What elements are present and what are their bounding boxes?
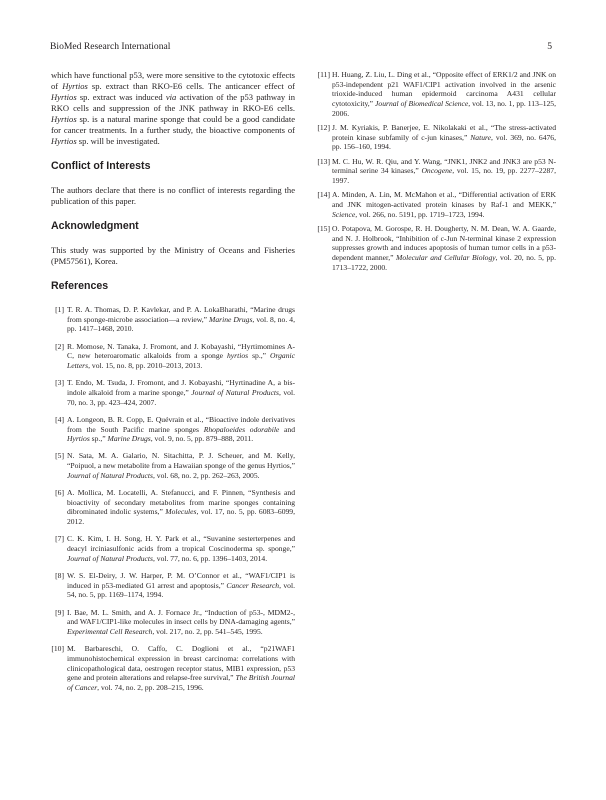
italic-run: Journal of Natural Products bbox=[67, 470, 153, 480]
text-run: A. Minden, A. Lin, M. McMahon et al., “Differential activation of ERK and JNK mitogen-activated protein kinases by Raf-1 and MEKK,” bbox=[332, 190, 556, 209]
reference-item bbox=[51, 451, 295, 480]
reference-list-left bbox=[51, 305, 295, 693]
reference-item bbox=[51, 415, 295, 444]
reference-number: [4] bbox=[55, 414, 64, 424]
text-run: N. Sata, M. A. Galario, N. Sitachitta, P. J. Scheuer, and M. Kelly, “Poipuol, a new metabolite from a Hawaiian sponge of the genus Hyrtios,” bbox=[67, 451, 295, 471]
text-run: , vol. 17, no. 5, pp. 6083–6099, 2012. bbox=[67, 507, 295, 527]
text-run: sp.,” bbox=[248, 351, 270, 361]
reference-item bbox=[51, 571, 295, 600]
acknowledgment-text: This study was supported by the Ministry of Oceans and Fisheries (PM57561), Korea. bbox=[51, 245, 295, 266]
reference-item bbox=[312, 157, 556, 186]
reference-number: [1] bbox=[55, 305, 64, 314]
reference-number: [3] bbox=[55, 378, 64, 388]
text-run: , vol. 77, no. 6, pp. 1396–1403, 2014. bbox=[153, 553, 268, 563]
italic-run: Journal of Biomedical Science bbox=[375, 99, 469, 109]
page-header bbox=[50, 41, 552, 55]
text-run: O. Potapova, M. Gorospe, R. H. Dougherty, N. M. Dean, W. A. Gaarde, and N. J. Holbrook, “Inhibition of c-Jun N-terminal kinase 2 expression suppresses growth and induces apoptosis of human tumor cells in a p53-dependent manner,” bbox=[332, 223, 556, 262]
reference-item bbox=[51, 488, 295, 527]
italic-run: Experimental Cell Research bbox=[67, 626, 153, 636]
left-column bbox=[51, 70, 295, 700]
text-run: sp. extract was induced bbox=[76, 92, 166, 102]
italic-run: Journal of Natural Products bbox=[67, 553, 153, 563]
italic-run: Hyrtios bbox=[67, 434, 90, 444]
reference-item bbox=[51, 305, 295, 334]
reference-item bbox=[312, 70, 556, 119]
text-run: , vol. 20, no. 5, pp. 1713–1722, 2000. bbox=[332, 252, 556, 272]
italic-run: Marine Drugs bbox=[209, 314, 253, 324]
reference-item bbox=[51, 342, 295, 371]
text-run: , vol. 9, no. 5, pp. 879–888, 2011. bbox=[150, 434, 254, 444]
text-run: T. Endo, M. Tsuda, J. Fromont, and J. Kobayashi, “Hyrtinadine A, a bis-indole alkaloid from a marine sponge,” bbox=[67, 378, 295, 397]
italic-run: The British Journal of Cancer bbox=[67, 673, 295, 692]
conflict-heading: Conflict of Interests bbox=[51, 160, 151, 172]
reference-number: [14] bbox=[317, 190, 330, 200]
reference-item bbox=[312, 190, 556, 219]
italic-run: Nature bbox=[470, 132, 492, 142]
text-run: A. Mollica, M. Locatelli, A. Stefanucci, and F. Pinnen, “Synthesis and bioactivity of secondary metabolites from marine sponges containing dibrominated indolic systems,” bbox=[67, 488, 295, 517]
reference-number: [5] bbox=[55, 451, 64, 461]
italic-run: Rhopaloeides odorabile bbox=[203, 424, 280, 434]
italic-run: Hyrtios bbox=[51, 114, 77, 124]
text-run: and bbox=[279, 424, 295, 434]
reference-item bbox=[312, 123, 556, 152]
text-run: sp.,” bbox=[89, 434, 108, 444]
reference-number: [7] bbox=[55, 534, 64, 544]
text-run: M. Barbareschi, O. Caffo, C. Doglioni et al., “p21WAF1 immunohistochemical expression in breast carcinoma: correlations with clinicopathological data, oestrogen receptor status, MIB1 expression, p53 gene and protein alterations and relapse-free survival,” bbox=[67, 644, 295, 683]
text-run: , vol. 15, no. 19, pp. 2277–2287, 1997. bbox=[332, 166, 556, 186]
reference-number: [15] bbox=[317, 223, 330, 233]
text-run: sp. is a natural marine sponge that could be a good candidate for cancer treatments. In a further study, the bioactive components of bbox=[51, 114, 295, 135]
text-run: activation of the p53 pathway in RKO cells and suppression of the JNK pathway in RKO-E6 cells. bbox=[51, 92, 295, 113]
italic-run: Hyrtios bbox=[51, 136, 77, 146]
reference-item bbox=[51, 378, 295, 407]
reference-number: [10] bbox=[51, 644, 64, 654]
text-run: sp. will be investigated. bbox=[76, 136, 160, 146]
reference-number: [11] bbox=[317, 70, 330, 79]
text-run: , vol. 8, no. 4, pp. 1417–1468, 2010. bbox=[67, 314, 295, 334]
italic-run: Cancer Research bbox=[226, 580, 280, 590]
text-run: , vol. 369, no. 6476, pp. 156–160, 1994. bbox=[332, 132, 556, 152]
italic-run: Hyrtios bbox=[62, 81, 88, 91]
reference-list-right bbox=[312, 70, 556, 272]
text-run: A. Longeon, B. R. Copp, E. Quévrain et al., “Bioactive indole derivatives from the South Pacific marine sponges bbox=[67, 414, 295, 434]
italic-run: Molecular and Cellular Biology bbox=[396, 252, 496, 262]
right-column bbox=[312, 70, 556, 277]
text-run: R. Momose, N. Tanaka, J. Fromont, and J. Kobayashi, “Hyrtimomines A-C, new heteroaromatic alkaloids from a sponge bbox=[67, 341, 295, 361]
italic-run: Molecules bbox=[165, 507, 197, 517]
reference-number: [12] bbox=[317, 123, 330, 133]
text-run: , vol. 54, no. 5, pp. 1169–1174, 1994. bbox=[67, 580, 295, 600]
text-run: , vol. 266, no. 5191, pp. 1719–1723, 1994. bbox=[355, 209, 485, 219]
italic-run: via bbox=[165, 92, 177, 102]
reference-item bbox=[51, 644, 295, 693]
text-run: , vol. 15, no. 8, pp. 2010–2013, 2013. bbox=[88, 361, 203, 371]
reference-number: [8] bbox=[55, 570, 64, 580]
italic-run: Journal of Natural Products bbox=[191, 387, 279, 397]
italic-run: Science bbox=[332, 209, 356, 219]
references-heading: References bbox=[51, 280, 109, 292]
italic-run: Marine Drugs bbox=[107, 434, 151, 444]
reference-number: [13] bbox=[317, 156, 330, 166]
text-run: M. C. Hu, W. R. Qiu, and Y. Wang, “JNK1, JNK2 and JNK3 are p53 N-terminal serine 34 kinases,” bbox=[332, 156, 556, 176]
italic-run: hyrtios bbox=[227, 351, 249, 361]
text-run: , vol. 70, no. 3, pp. 423–424, 2007. bbox=[67, 387, 295, 407]
page-number: 5 bbox=[547, 41, 552, 52]
reference-item bbox=[312, 224, 556, 273]
italic-run: Organic Letters bbox=[67, 351, 295, 371]
text-run: T. R. A. Thomas, D. P. Kavlekar, and P. A. LokaBharathi, “Marine drugs from sponge-microbe association—a review,” bbox=[67, 305, 295, 324]
text-run: sp. extract than RKO-E6 cells. The anticancer effect of bbox=[87, 81, 295, 91]
text-run: I. Bae, M. L. Smith, and A. J. Fornace Jr., “Induction of p53-, MDM2-, and WAF1/CIP1-like molecules in insect cells by DNA-damaging agents,” bbox=[67, 607, 295, 627]
text-run: W. S. El-Deiry, J. W. Harper, P. M. O’Connor et al., “WAF1/CIP1 is induced in p53-mediated G1 arrest and apoptosis,” bbox=[67, 570, 295, 590]
text-run: C. K. Kim, I. H. Song, H. Y. Park et al., “Suvanine sesterterpenes and deacyl irciniasulfonic acids from a tropical Coscinoderma sp. sponge,” bbox=[67, 534, 295, 554]
reference-number: [2] bbox=[55, 341, 64, 351]
reference-item bbox=[51, 534, 295, 563]
journal-name: BioMed Research International bbox=[50, 41, 171, 52]
italic-run: Hyrtios bbox=[51, 92, 77, 102]
text-run: J. M. Kyriakis, P. Banerjee, E. Nikolakaki et al., “The stress-activated protein kinase subfamily of c-jun kinases,” bbox=[332, 123, 556, 142]
italic-run: Oncogene bbox=[421, 166, 453, 176]
reference-number: [6] bbox=[55, 488, 64, 498]
text-run: H. Huang, Z. Liu, L. Ding et al., “Opposite effect of ERK1/2 and JNK on p53-independent p21 WAF1/CIP1 activation involved in the arsenic trioxide-induced human epidermoid carcinoma A431 cellular cytotoxicity,” bbox=[332, 70, 556, 109]
conflict-text: The authors declare that there is no conflict of interests regarding the publication of this paper. bbox=[51, 185, 295, 206]
intro-paragraph bbox=[51, 70, 295, 147]
text-run: , vol. 68, no. 2, pp. 262–263, 2005. bbox=[153, 470, 260, 480]
text-run: , vol. 217, no. 2, pp. 541–545, 1995. bbox=[152, 626, 263, 636]
acknowledgment-heading: Acknowledgment bbox=[51, 220, 139, 232]
text-run: which have functional p53, were more sensitive to the cytotoxic effects of bbox=[51, 70, 295, 91]
reference-item bbox=[51, 608, 295, 637]
text-run: , vol. 74, no. 2, pp. 208–215, 1996. bbox=[97, 683, 204, 692]
text-run: , vol. 13, no. 1, pp. 113–125, 2006. bbox=[332, 99, 556, 118]
reference-number: [9] bbox=[55, 607, 64, 617]
